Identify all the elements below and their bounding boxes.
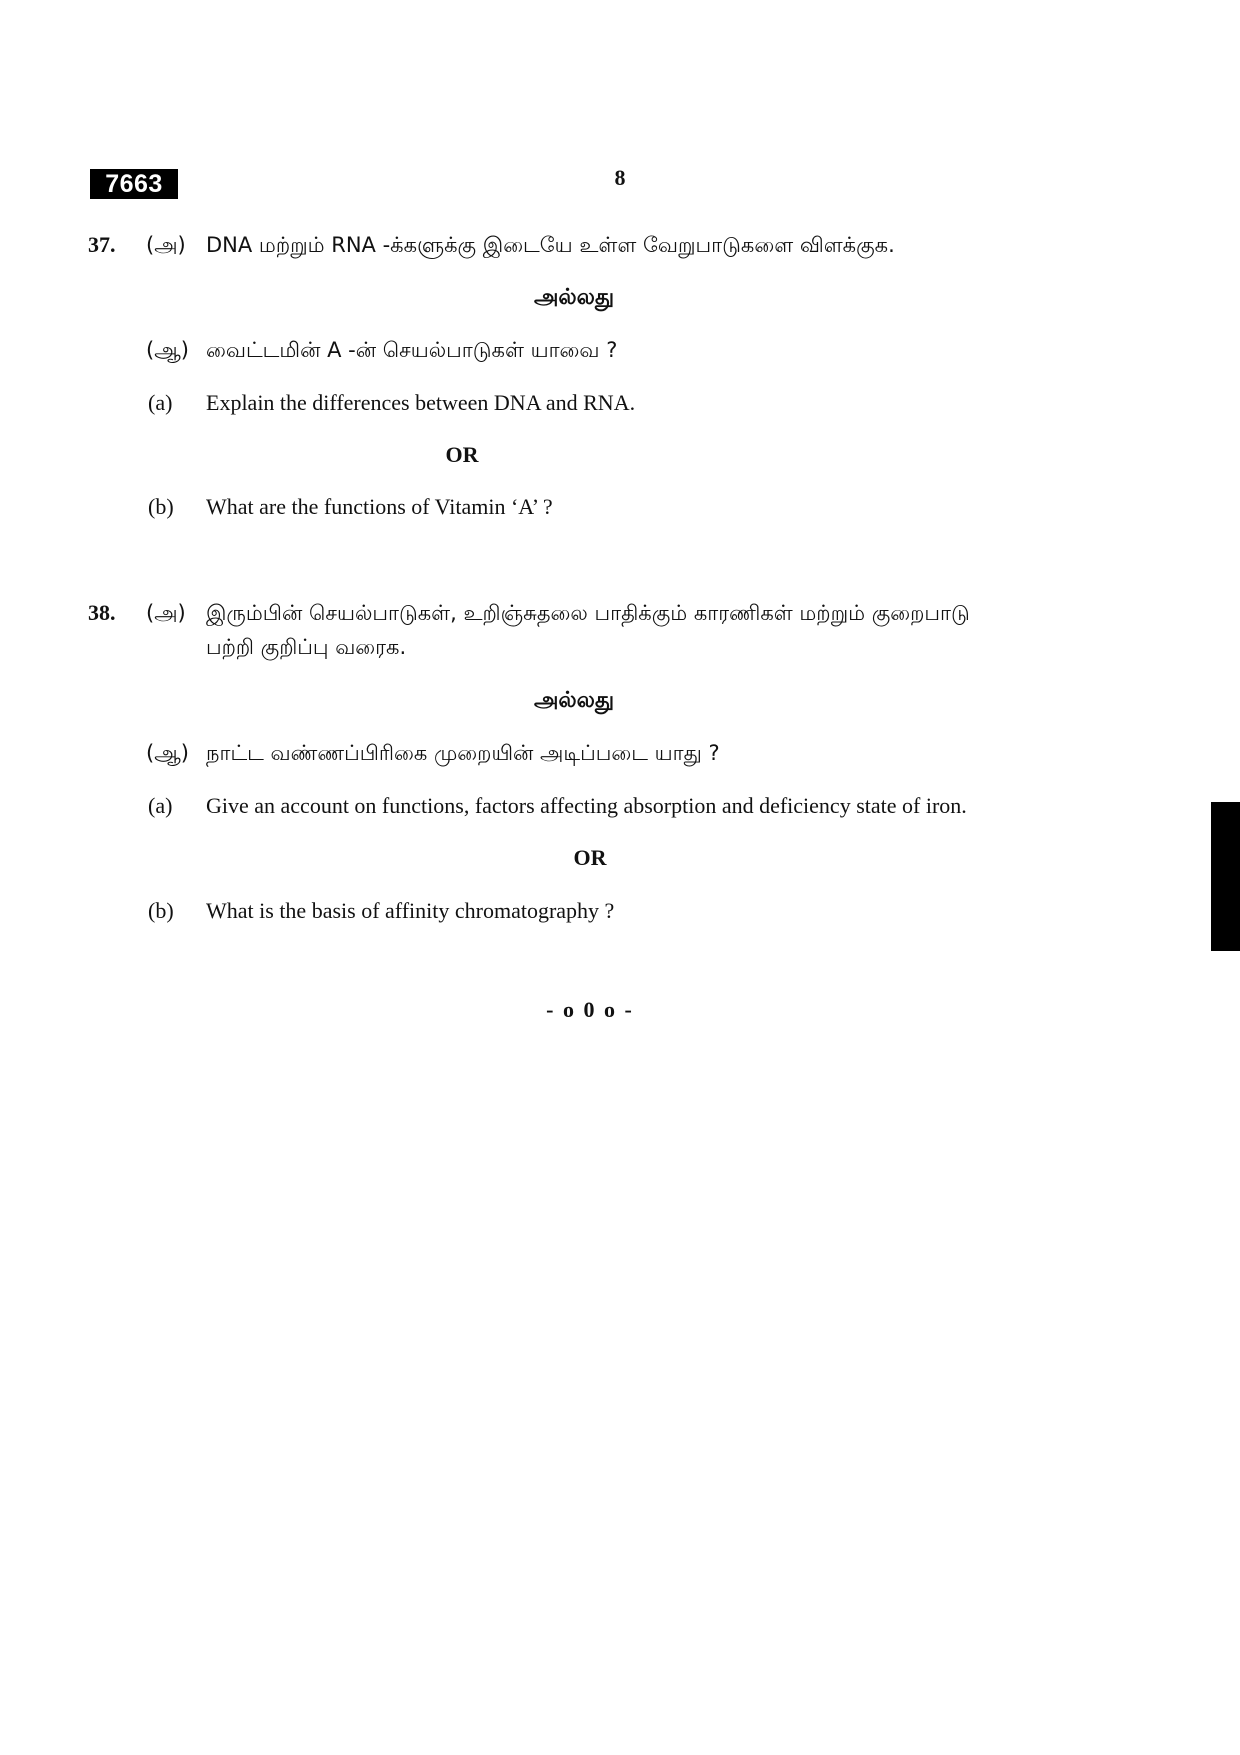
english-option-b-text: What are the functions of Vitamin ‘A’ ? <box>206 494 553 519</box>
tamil-option-b-label: (ஆ) <box>146 338 189 362</box>
tamil-option-a-text: DNA மற்றும் RNA -க்களுக்கு இடையே உள்ள வேறுபாடுகளை விளக்குக. <box>206 233 895 257</box>
tamil-option-a-label: (அ) <box>146 233 186 257</box>
english-option-a-text: Explain the differences between DNA and RNA. <box>206 390 636 415</box>
tamil-option-a-label: (அ) <box>146 601 186 625</box>
tamil-option-a-text-line2: பற்றி குறிப்பு வரைக. <box>206 635 407 659</box>
english-option-b-text: What is the basis of affinity chromatography ? <box>206 898 615 923</box>
english-or-separator: OR <box>573 845 607 870</box>
english-or-separator: OR <box>445 442 479 467</box>
english-option-b-label: (b) <box>148 494 174 519</box>
tamil-option-b-text: நாட்ட வண்ணப்பிரிகை முறையின் அடிப்படை யாது ? <box>206 741 720 765</box>
page-number: 8 <box>614 165 626 190</box>
english-option-a-label: (a) <box>148 793 173 818</box>
question-number: 38. <box>88 600 116 625</box>
tamil-or-separator: அல்லது <box>533 285 615 310</box>
tamil-option-b-label: (ஆ) <box>146 741 189 765</box>
question-number: 37. <box>88 232 116 257</box>
english-option-b-label: (b) <box>148 898 174 923</box>
end-of-paper-mark: - o 0 o - <box>546 997 634 1022</box>
tamil-option-a-text-line1: இரும்பின் செயல்பாடுகள், உறிஞ்சுதலை பாதிக்கும் காரணிகள் மற்றும் குறைபாடு <box>206 601 970 625</box>
english-option-a-label: (a) <box>148 390 173 415</box>
tamil-option-b-text: வைட்டமின் A -ன் செயல்பாடுகள் யாவை ? <box>206 338 618 362</box>
english-option-a-text: Give an account on functions, factors affecting absorption and deficiency state of iron. <box>206 793 967 818</box>
tamil-or-separator: அல்லது <box>533 688 615 713</box>
page-code-badge: 7663 <box>90 169 178 199</box>
page-edge-tab <box>1211 802 1240 951</box>
